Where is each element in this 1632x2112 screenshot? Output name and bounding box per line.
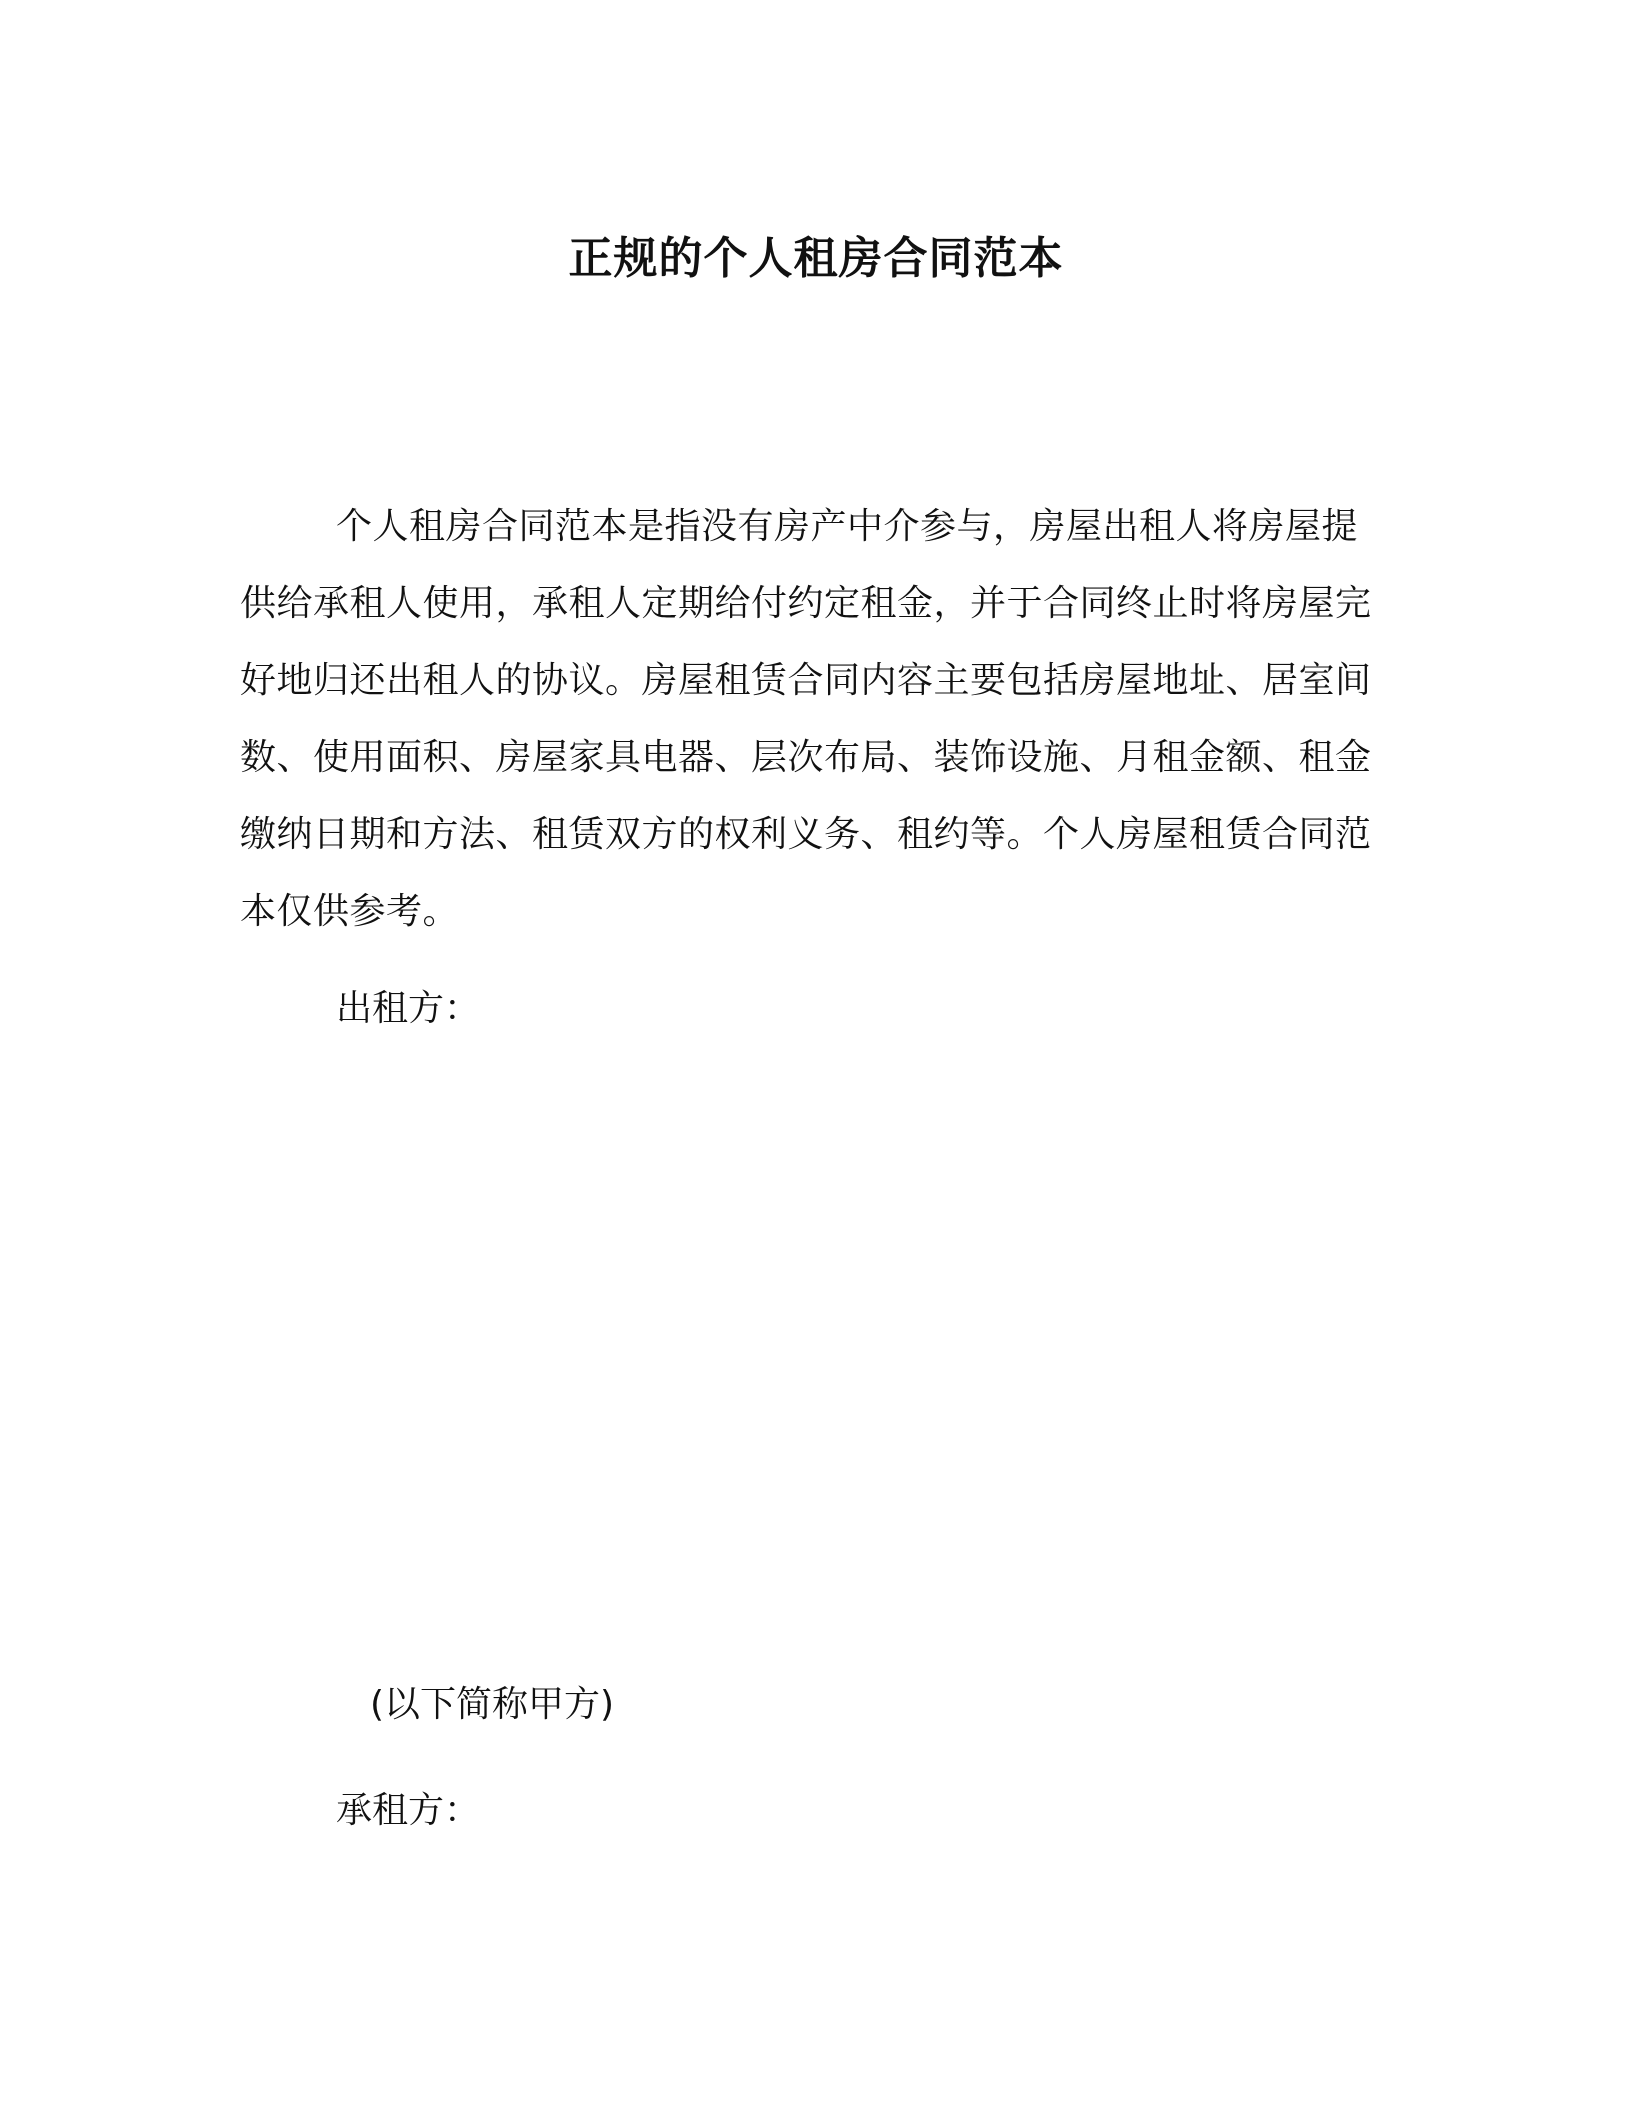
- document-title: 正规的个人租房合同范本: [568, 233, 1064, 284]
- lessee-label: 承租方：: [336, 1790, 481, 1831]
- lessor-label: 出租方：: [336, 988, 481, 1029]
- intro-paragraph: 个人租房合同范本是指没有房产中介参与，房屋出租人将房屋提供给承租人使用，承租人定期给付约定租金，并于合同终止时将房屋完好地归还出租人的协议。房屋租赁合同内容主要包括房屋地址、居室间数、使用面积、房屋家具电器、层次布局、装饰设施、月租金额、租金缴纳日期和方法、租赁双方的权利义务、租约等。个人房屋租赁合同范本仅供参考。: [240, 506, 1372, 932]
- abbreviation-note: (以下简称甲方): [370, 1684, 615, 1725]
